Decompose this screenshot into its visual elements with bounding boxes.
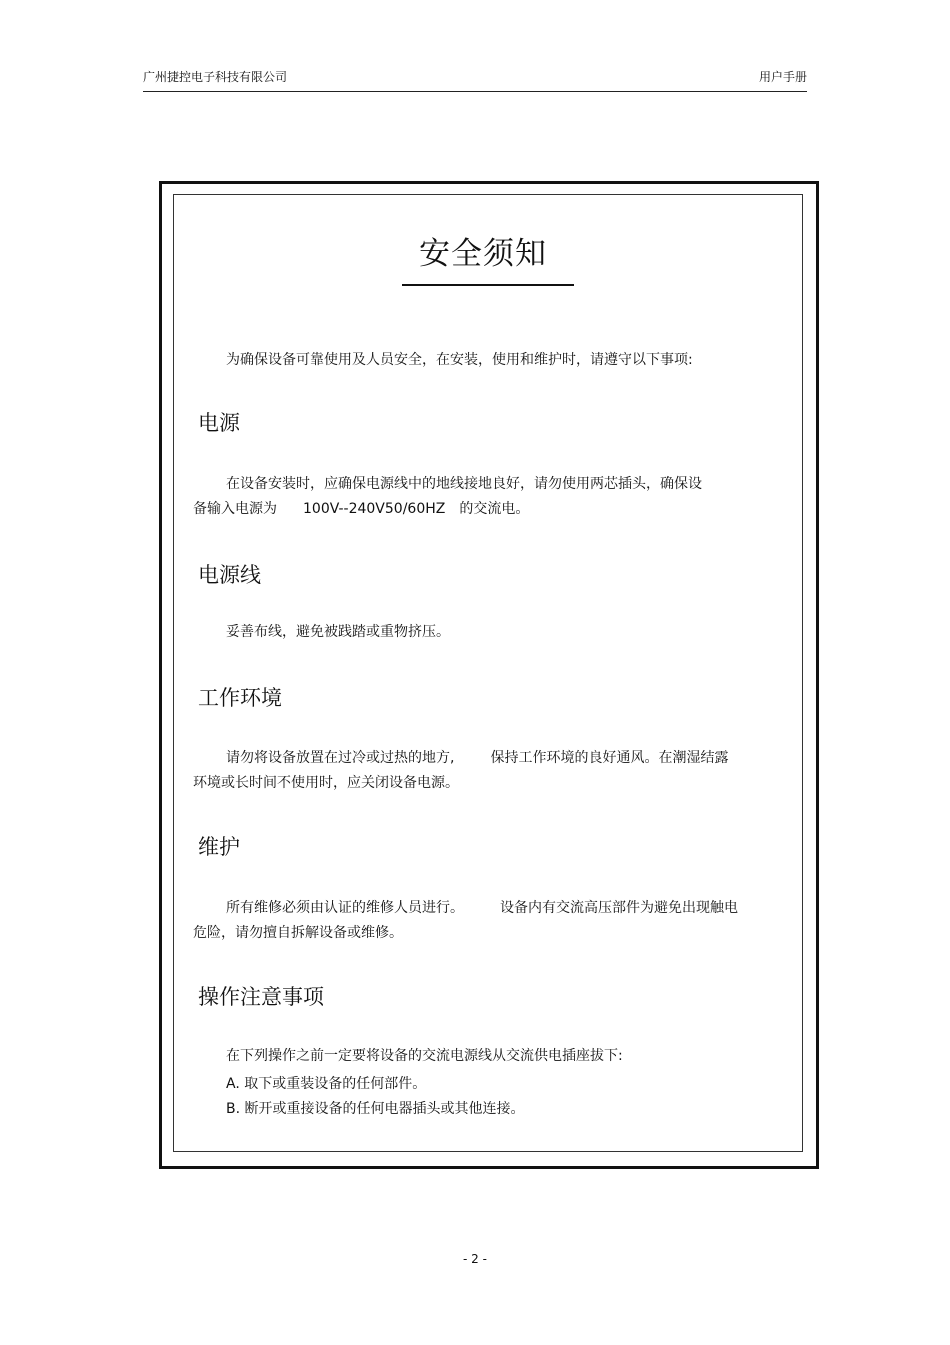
operation-notes-item-b: B. 断开或重接设备的任何电器插头或其他连接。 [226, 1101, 525, 1117]
maintenance-text-line2: 危险，请勿擅自拆解设备或维修。 [193, 925, 403, 941]
page-header [143, 66, 807, 92]
document-type: 用户手册 [758, 70, 807, 84]
maintenance-text-part2: 设备内有交流高压部件为避免出现触电 [500, 900, 738, 916]
page-title: 安全须知 [419, 236, 547, 272]
section-heading-power-cord: 电源线 [198, 563, 261, 587]
maintenance-text-part1: 所有维修必须由认证的维修人员进行。 [226, 900, 464, 916]
section-heading-power: 电源 [198, 411, 240, 435]
environment-text-part2: 保持工作环境的良好通风。在潮湿结露 [490, 750, 729, 766]
page-number: - 2 - [463, 1252, 487, 1266]
section-heading-environment: 工作环境 [198, 686, 282, 710]
power-voltage-spec: 100V--240V50/60HZ [303, 501, 446, 517]
environment-text-line2: 环境或长时间不使用时，应关闭设备电源。 [193, 775, 459, 791]
power-text-line2 [193, 497, 529, 522]
company-name: 广州捷控电子科技有限公司 [143, 70, 288, 84]
operation-notes-intro: 在下列操作之前一定要将设备的交流电源线从交流供电插座拔下: [226, 1048, 623, 1064]
section-heading-maintenance: 维护 [198, 835, 240, 859]
title-underline [402, 284, 574, 286]
power-text-prefix: 备输入电源为 [193, 501, 277, 517]
operation-notes-item-a: A. 取下或重装设备的任何部件。 [226, 1076, 427, 1092]
power-text-line1: 在设备安装时，应确保电源线中的地线接地良好，请勿使用两芯插头，确保设 [226, 476, 702, 492]
intro-text: 为确保设备可靠使用及人员安全，在安装，使用和维护时，请遵守以下事项: [226, 352, 693, 368]
section-heading-operation-notes: 操作注意事项 [198, 985, 324, 1009]
environment-text-line1 [226, 746, 728, 771]
power-text-suffix: 的交流电。 [459, 501, 530, 517]
environment-text-part1: 请勿将设备放置在过冷或过热的地方, [226, 750, 455, 766]
maintenance-text-line1 [226, 896, 738, 921]
power-cord-text: 妥善布线，避免被践踏或重物挤压。 [226, 624, 450, 640]
